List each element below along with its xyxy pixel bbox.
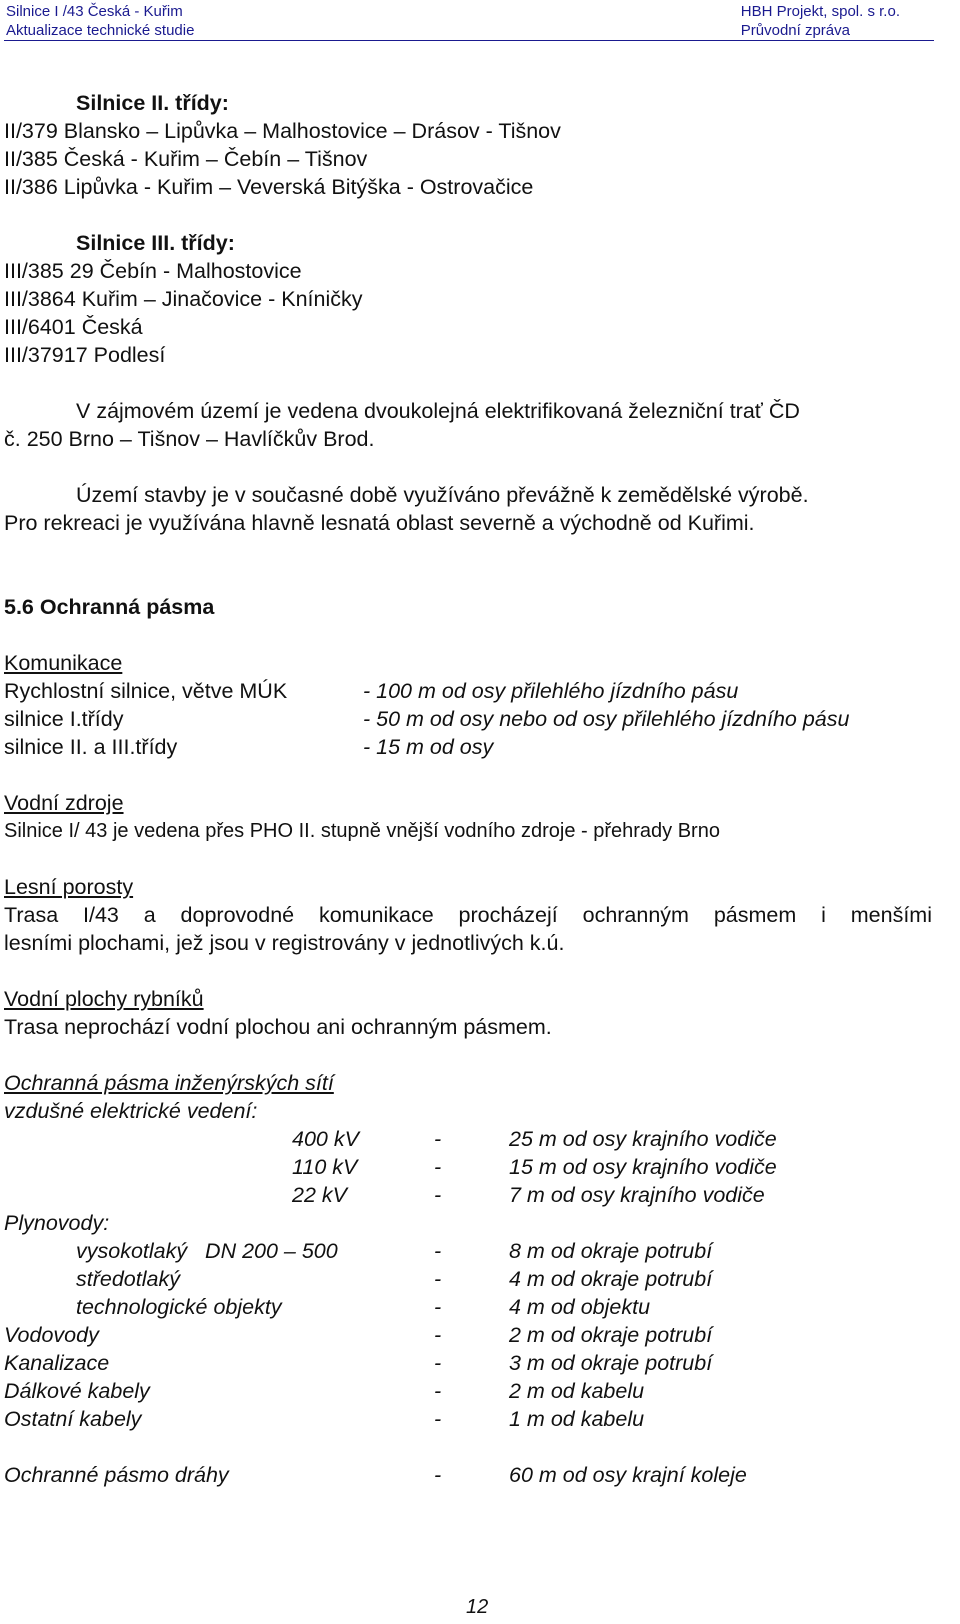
network-type: Dálkové kabely <box>4 1379 150 1403</box>
vedeni-voltage: 400 kV <box>292 1127 359 1151</box>
network-type: Kanalizace <box>4 1351 110 1375</box>
komunikace-value: - 50 m od osy nebo od osy přilehlého jízdního pásu <box>363 707 850 731</box>
plynovod-type: středotlaký <box>76 1267 180 1291</box>
network-dash: - <box>434 1351 442 1375</box>
roads-iii-item: III/385 29 Čebín - Malhostovice <box>4 259 302 283</box>
plynovod-value: 8 m od okraje potrubí <box>509 1239 713 1263</box>
vedeni-dash: - <box>434 1155 442 1179</box>
header-document-subtitle: Aktualizace technické studie <box>6 22 195 39</box>
territory-text-line1: Území stavby je v současné době využíváno převážně k zemědělské výrobě. <box>76 483 809 507</box>
vedeni-dash: - <box>434 1183 442 1207</box>
plynovod-type: vysokotlaký DN 200 – 500 <box>76 1239 338 1263</box>
network-type: Ostatní kabely <box>4 1407 142 1431</box>
vodni-plochy-text: Trasa neprochází vodní plochou ani ochranným pásmem. <box>4 1015 552 1039</box>
plynovod-type: technologické objekty <box>76 1295 282 1319</box>
roads-ii-item: II/379 Blansko – Lipůvka – Malhostovice – Drásov - Tišnov <box>4 119 561 143</box>
header-company: HBH Projekt, spol. s r.o. <box>740 3 900 20</box>
plynovod-dash: - <box>434 1267 442 1291</box>
plynovod-dash: - <box>434 1295 442 1319</box>
site-heading: Ochranná pásma inženýrských sítí <box>4 1071 334 1095</box>
lesni-porosty-heading: Lesní porosty <box>4 875 134 899</box>
lesni-porosty-text-line2: lesními plochami, jež jsou v registrovány v jednotlivých k.ú. <box>4 931 565 955</box>
vodni-zdroje-text: Silnice I/ 43 je vedena přes PHO II. stupně vnější vodního zdroje - přehrady Brno <box>4 820 720 842</box>
network-value: 1 m od kabelu <box>509 1407 645 1431</box>
header-report-type: Průvodní zpráva <box>740 22 850 39</box>
komunikace-heading: Komunikace <box>4 651 123 675</box>
plynovod-value: 4 m od okraje potrubí <box>509 1267 713 1291</box>
roads-ii-item: II/386 Lipůvka - Kuřim – Veverská Bitýška - Ostrovačice <box>4 175 534 199</box>
vodni-plochy-heading: Vodní plochy rybníků <box>4 987 204 1011</box>
draha-value: 60 m od osy krajní koleje <box>509 1463 747 1487</box>
roads-iii-item: III/6401 Česká <box>4 315 143 339</box>
vedeni-dash: - <box>434 1127 442 1151</box>
roads-iii-heading: Silnice III. třídy: <box>76 231 235 255</box>
vedeni-voltage: 22 kV <box>292 1183 347 1207</box>
network-dash: - <box>434 1323 442 1347</box>
roads-iii-item: III/3864 Kuřim – Jinačovice - Kníničky <box>4 287 363 311</box>
header-divider <box>4 40 934 41</box>
vedeni-label: vzdušné elektrické vedení: <box>4 1099 258 1123</box>
draha-label: Ochranné pásmo dráhy <box>4 1463 229 1487</box>
network-value: 3 m od okraje potrubí <box>509 1351 713 1375</box>
komunikace-value: - 100 m od osy přilehlého jízdního pásu <box>363 679 739 703</box>
network-value: 2 m od kabelu <box>509 1379 645 1403</box>
vodni-zdroje-heading: Vodní zdroje <box>4 791 124 815</box>
territory-text-line2: Pro rekreaci je využívána hlavně lesnatá oblast severně a východně od Kuřimi. <box>4 511 755 535</box>
vedeni-value: 7 m od osy krajního vodiče <box>509 1183 765 1207</box>
draha-dash: - <box>434 1463 442 1487</box>
lesni-porosty-text-line1: Trasa I/43 a doprovodné komunikace procházejí ochranným pásmem i menšími <box>4 903 932 927</box>
header-left <box>6 2 194 40</box>
komunikace-value: - 15 m od osy <box>363 735 494 759</box>
vedeni-voltage: 110 kV <box>292 1155 358 1179</box>
network-dash: - <box>434 1379 442 1403</box>
network-value: 2 m od okraje potrubí <box>509 1323 713 1347</box>
network-dash: - <box>434 1407 442 1431</box>
railway-text-line2: č. 250 Brno – Tišnov – Havlíčkův Brod. <box>4 427 375 451</box>
plynovod-value: 4 m od objektu <box>509 1295 651 1319</box>
komunikace-label: Rychlostní silnice, větve MÚK <box>4 679 288 703</box>
vedeni-value: 25 m od osy krajního vodiče <box>509 1127 777 1151</box>
section-heading: 5.6 Ochranná pásma <box>4 595 215 619</box>
vedeni-value: 15 m od osy krajního vodiče <box>509 1155 777 1179</box>
page-number: 12 <box>466 1596 489 1618</box>
plynovody-label: Plynovody: <box>4 1211 110 1235</box>
komunikace-label: silnice I.třídy <box>4 707 124 731</box>
roads-ii-heading: Silnice II. třídy: <box>76 91 229 115</box>
roads-iii-item: III/37917 Podlesí <box>4 343 166 367</box>
plynovod-dash: - <box>434 1239 442 1263</box>
header-right <box>741 2 900 40</box>
header-document-title: Silnice I /43 Česká - Kuřim <box>6 3 183 20</box>
roads-ii-item: II/385 Česká - Kuřim – Čebín – Tišnov <box>4 147 368 171</box>
network-type: Vodovody <box>4 1323 99 1347</box>
railway-text-line1: V zájmovém území je vedena dvoukolejná elektrifikovaná železniční trať ČD <box>76 399 800 423</box>
komunikace-label: silnice II. a III.třídy <box>4 735 178 759</box>
